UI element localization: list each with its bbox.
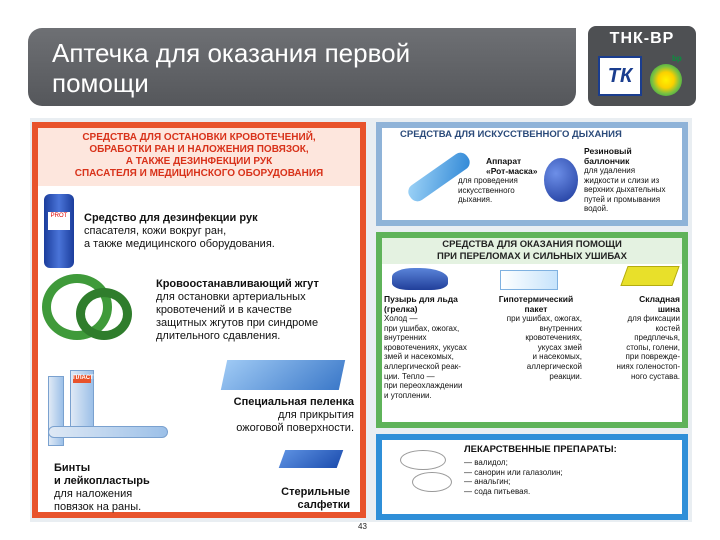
wound-care-heading-line: СРЕДСТВА ДЛЯ ОСТАНОВКИ КРОВОТЕЧЕНИЙ, [82,132,316,143]
splint-item [592,294,680,381]
pills-icon [412,472,452,492]
thermal-pack-line: внутренних [539,323,582,333]
sterile-wipes-icon [279,450,344,468]
medicine-heading: ЛЕКАРСТВЕННЫЕ ПРЕПАРАТЫ: [464,444,617,455]
rubber-bulb-title: баллончик [584,156,630,166]
pills-icon [400,450,446,470]
wipes-title: салфетки [297,499,350,511]
company-logo [588,26,696,106]
ice-bag-line: при ушибах, ожогах, [384,323,460,333]
breathing-panel [376,122,688,226]
mouth-mask-title: «Рот-маска» [486,166,538,176]
logo-brand-text: ТНК-ВР [609,30,675,47]
thermal-pack-line: укусах змей [537,342,582,352]
splint-title: шина [657,304,680,314]
burn-sheet-line: для прикрытия [277,409,354,421]
plaster-box-icon [70,370,108,432]
ice-bag-line: и утоплении. [384,390,432,400]
first-aid-poster [30,118,692,522]
thermal-pack-title: Гипотермический [498,294,574,304]
burn-sheet-icon [221,360,345,390]
splint-line: для фиксации [627,314,680,323]
page-title [52,38,552,98]
mouth-mask-line: дыхания. [458,195,493,205]
bandages-title: и лейкопластырь [54,475,150,487]
burn-sheet-title: Специальная пеленка [233,396,354,408]
ice-bag-item [384,294,488,400]
ice-bag-icon [392,268,448,290]
splint-line: костей [655,323,680,333]
bottle-label: PROT [48,212,70,230]
rubber-bulb-line: верхних дыхательных [584,185,666,195]
bandage-roll-icon [48,426,168,438]
wipes-title: Стерильные [281,486,350,498]
fracture-heading-line: ПРИ ПЕРЕЛОМАХ И СИЛЬНЫХ УШИБАХ [436,251,627,262]
thermal-pack-line: и насекомых, [532,352,582,362]
bp-label: bp [672,54,682,63]
mouth-mask-line: для проведения [458,176,518,185]
wound-care-heading-line: А ТАКЖЕ ДЕЗИНФЕКЦИИ РУК [125,156,273,167]
tourniquet-line: длительного сдавления. [156,330,281,342]
tnk-logo-icon: ТК [598,56,642,96]
mouth-mask-line: искусственного [458,185,515,195]
splint-icon [620,266,679,286]
tourniquet-line: кровотечений и в качестве [156,304,292,316]
ice-bag-line: змей и насекомых, [384,352,454,362]
disinfectant-line: спасателя, кожи вокруг ран, [84,225,227,237]
breathing-heading: СРЕДСТВА ДЛЯ ИСКУССТВЕННОГО ДЫХАНИЯ [400,129,622,140]
splint-title: Складная [639,294,680,304]
rubber-bulb-line: жидкости и слизи из [584,175,660,185]
bandages-line: для наложения [54,488,133,500]
fracture-panel [376,232,688,428]
plaster-tag: ПЛАСТЫРЬ [73,375,108,381]
ice-bag-line: аллергической реак- [384,361,461,371]
ice-bag-line: ции. Тепло — [384,371,435,381]
fracture-heading-line: СРЕДСТВА ДЛЯ ОКАЗАНИЯ ПОМОЩИ [442,239,622,250]
thermal-pack-title: пакет [524,304,548,314]
splint-line: стопы, голени, [626,342,680,352]
splint-line: при поврежде- [625,352,680,362]
tourniquet-line: защитных жгутов при синдроме [156,317,319,329]
rubber-bulb-line: для удаления [584,166,636,175]
rubber-bulb-title: Резиновый [584,146,632,156]
wound-care-heading-line: СПАСАТЕЛЯ И МЕДИЦИНСКОГО ОБОРУДОВАНИЯ [74,168,324,179]
burn-sheet-item [202,396,354,435]
rubber-bulb-item [584,146,688,214]
thermal-pack-item [490,294,582,381]
medicine-item: — валидол; [464,458,508,467]
disinfectant-item [84,212,354,251]
bp-sunflower-icon [650,64,682,96]
ice-bag-title: (грелка) [384,304,418,314]
medicine-item: — санорин или галазолин; [464,467,563,477]
rubber-bulb-line: водой. [584,204,609,214]
ice-bag-line: Холод — [384,314,418,323]
thermal-pack-line: реакции. [549,371,582,381]
tourniquet-line: для остановки артериальных [156,291,306,303]
ice-bag-line: внутренних [384,333,427,343]
bandages-title: Бинты [54,462,91,474]
mouth-mask-title: Аппарат [486,156,522,166]
page-title-line-1: Аптечка для оказания первой [52,38,411,68]
rubber-bulb-line: путей и промывания [584,194,661,204]
thermal-pack-line: кровотечениях, [525,333,582,343]
disinfectant-line: а также медицинского оборудования. [84,238,275,250]
ice-bag-line: кровотечениях, укусах [384,342,467,352]
tourniquet-title: Кровоостанавливающий жгут [156,278,319,290]
thermal-pack-line: при ушибах, ожогах, [506,314,582,323]
page-title-line-2: помощи [52,68,149,98]
burn-sheet-line: ожоговой поверхности. [236,422,354,434]
wound-care-panel [32,122,366,518]
splint-line: ного сустава. [630,371,680,381]
wound-care-heading [38,128,360,186]
medicine-list [464,458,664,496]
title-banner [28,28,576,106]
wound-care-heading-line: ОБРАБОТКИ РАН И НАЛОЖЕНИЯ ПОВЯЗОК, [89,144,309,155]
ice-bag-title: Пузырь для льда [384,294,458,304]
medicine-item: — анальгин; [464,477,511,487]
splint-line: предплечья, [634,333,680,343]
tourniquet-item [156,278,356,343]
fracture-heading [382,238,682,264]
medicine-panel [376,434,688,520]
page-number: 43 [358,522,367,531]
thermal-pack-line: аллергической [526,361,582,371]
bandages-item [54,462,194,514]
bandages-line: повязок на раны. [54,501,142,513]
thermal-pack-icon [500,270,558,290]
ice-bag-line: при переохлаждении [384,381,463,391]
sterile-wipes-item [260,486,350,512]
splint-line: ниях голеностоп- [616,361,680,371]
disinfectant-title: Средство для дезинфекции рук [84,212,258,224]
medicine-item: — сода питьевая. [464,486,531,496]
rubber-bulb-icon [544,158,578,202]
disinfectant-bottle-icon [44,194,74,268]
tourniquet-icon [76,288,132,340]
